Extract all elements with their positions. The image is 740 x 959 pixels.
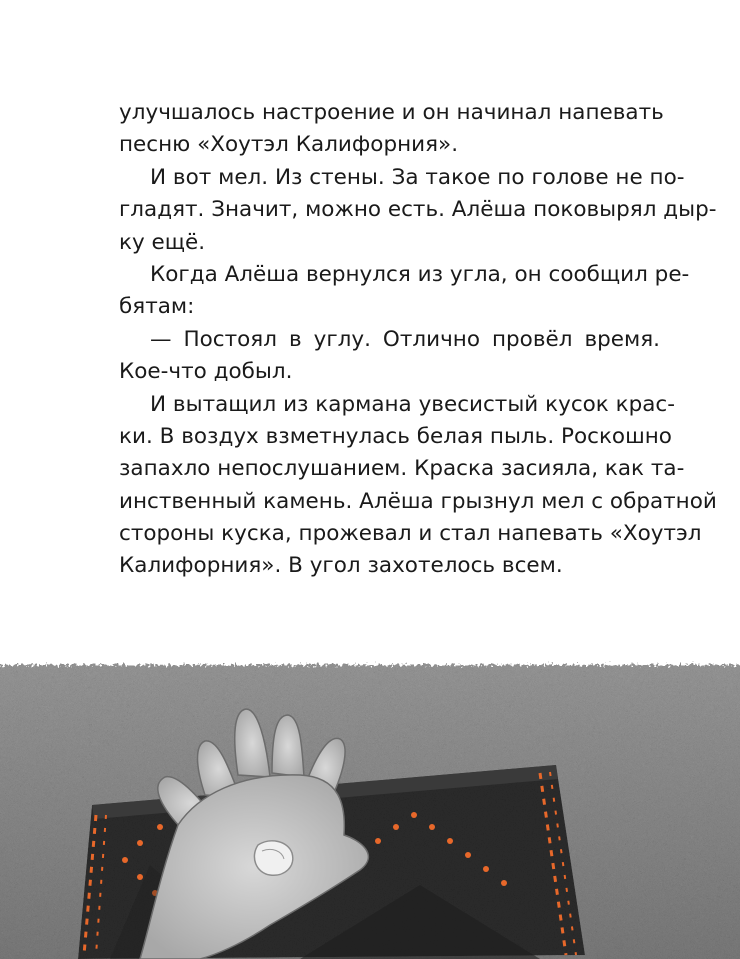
text-line: Когда Алёша вернулся из угла, он сообщил ре- (150, 261, 690, 287)
body-text (119, 97, 717, 583)
text-line: И вытащил из кармана увесистый кусок крас- (150, 391, 676, 417)
text-line: инственный камень. Алёша грызнул мел с обратной (119, 488, 717, 514)
text-line: И вот мел. Из стены. За такое по голове не по- (150, 164, 685, 190)
text-line: ку ещё. (119, 229, 206, 255)
text-line: Калифорния». В угол захотелось всем. (119, 553, 563, 579)
text-line: ки. В воздух взметнулась белая пыль. Роскошно (119, 423, 672, 449)
text-line: запахло непослушанием. Краска засияла, как та- (119, 456, 685, 482)
text-line: гладят. Значит, можно есть. Алёша поковырял дыр- (119, 197, 717, 223)
text-line: стороны куска, прожевал и стал напевать «Хоутэл (119, 521, 702, 547)
text-line: бятам: (119, 294, 195, 320)
text-line: улучшалось настроение и он начинал напевать (119, 100, 664, 125)
illustration-hand-on-rug (0, 655, 740, 959)
text-line: песню «Хоутэл Калифорния». (119, 132, 459, 158)
text-line: Кое-что добыл. (119, 359, 293, 385)
text-line: — Постоял в углу. Отлично провёл время. (150, 326, 660, 352)
